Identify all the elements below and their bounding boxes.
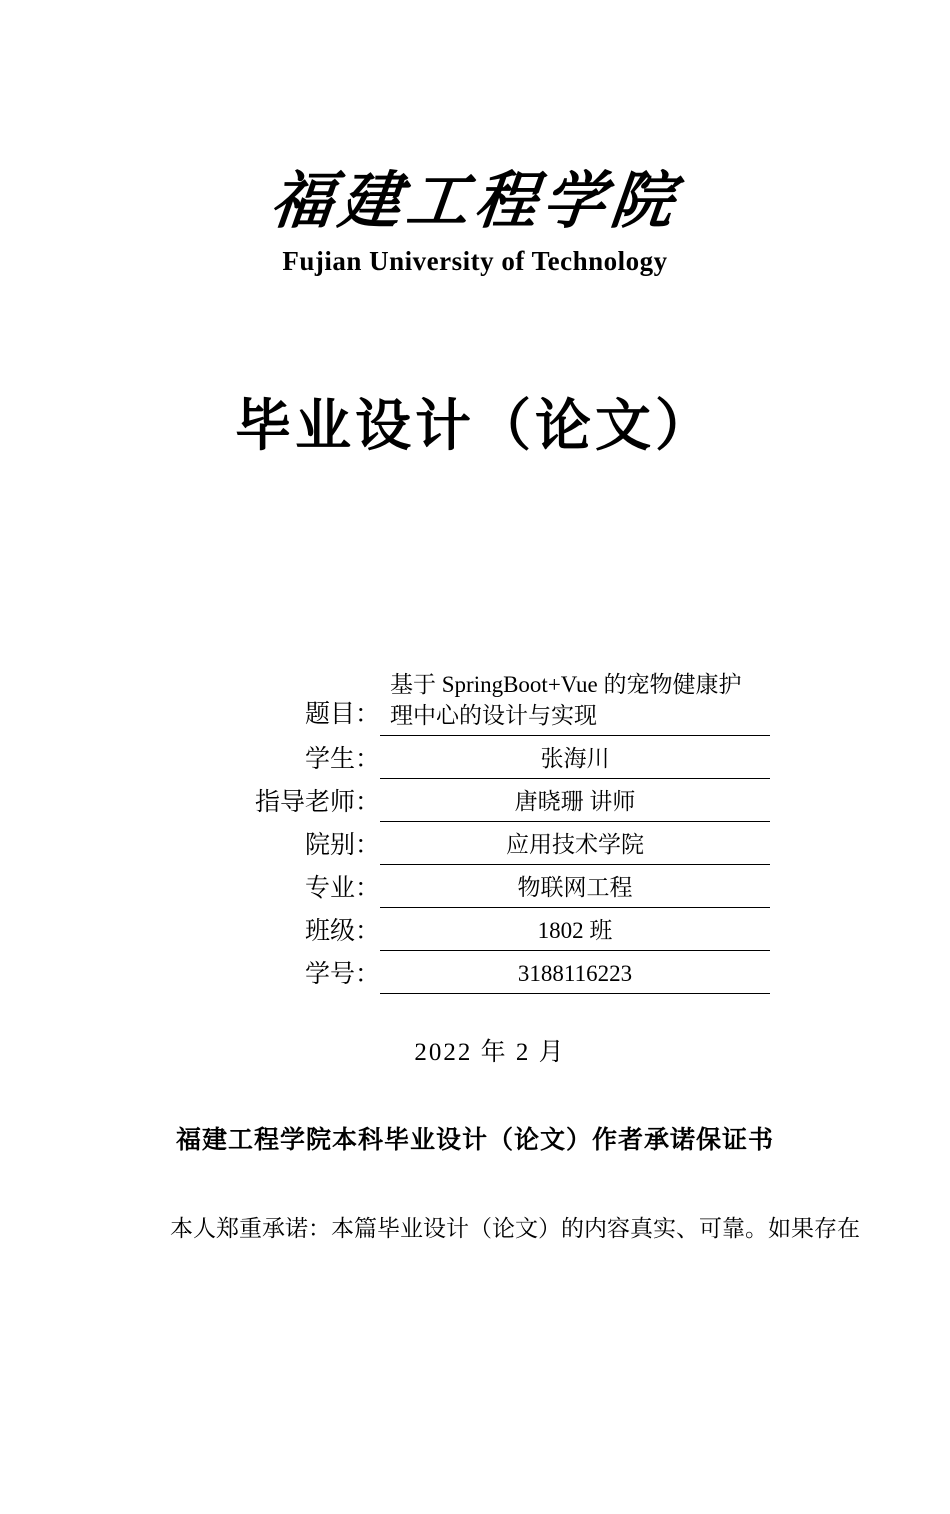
field-label-class: 班级：: [304, 916, 380, 946]
page-title: 毕业设计（论文）: [235, 394, 715, 459]
field-label-student: 学生：: [304, 744, 380, 774]
field-value-major: 物联网工程: [380, 870, 770, 908]
field-value-college: 应用技术学院: [380, 827, 770, 865]
university-name-cn: 福建工程学院: [267, 164, 683, 237]
pledge-heading: 福建工程学院本科毕业设计（论文）作者承诺保证书: [175, 1125, 774, 1155]
field-row-college: [250, 825, 770, 865]
field-label-major: 专业：: [304, 873, 380, 903]
field-row-student: [250, 739, 770, 779]
field-value-student: 张海川: [380, 741, 770, 779]
field-row-advisor: [250, 782, 770, 822]
pledge-body: 本人郑重承诺：本篇毕业设计（论文）的内容真实、可靠。如果存在: [170, 1216, 860, 1242]
field-value-student-id: 3188116223: [380, 956, 770, 994]
field-row-student-id: [250, 954, 770, 994]
field-row-class: [250, 911, 770, 951]
field-row-major: [250, 868, 770, 908]
field-label-student-id: 学号：: [304, 959, 380, 989]
cover-fields: [250, 667, 770, 994]
field-value-title: 基于 SpringBoot+Vue 的宠物健康护理中心的设计与实现: [380, 667, 770, 736]
field-value-advisor: 唐晓珊 讲师: [380, 784, 770, 822]
field-label-advisor: 指导老师：: [254, 787, 380, 817]
submission-date: 2022 年 2 月: [414, 1039, 566, 1067]
university-logo: [0, 164, 950, 277]
field-row-title: [250, 667, 770, 736]
field-label-college: 院别：: [304, 830, 380, 860]
field-value-class: 1802 班: [380, 913, 770, 951]
cover-page: [0, 164, 950, 1514]
field-label-title: 题目：: [304, 699, 380, 729]
university-name-en: Fujian University of Technology: [282, 246, 668, 276]
